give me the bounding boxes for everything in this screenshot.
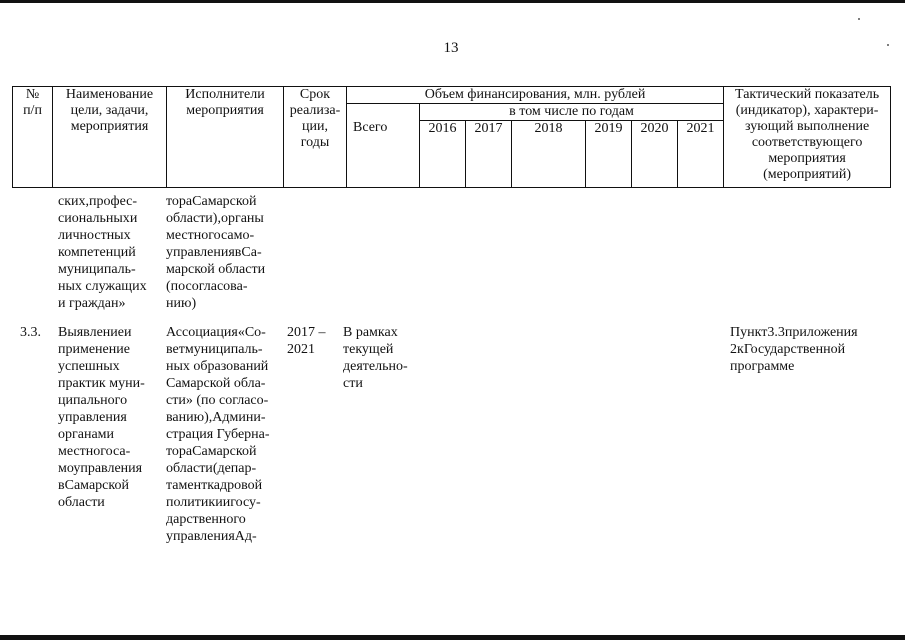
word: управления <box>166 245 235 260</box>
text-line <box>166 460 282 477</box>
text-line <box>166 244 282 261</box>
text-line <box>166 210 282 227</box>
table-header <box>12 86 891 188</box>
header-by-years: в том числе по годам <box>420 104 724 121</box>
text-line <box>730 324 884 341</box>
text-line: 2017 – <box>287 325 326 340</box>
text-line <box>58 193 160 210</box>
word: местного <box>58 444 113 459</box>
header-num-sub: п/п <box>23 103 42 118</box>
word: тора <box>166 194 193 209</box>
text-line <box>58 324 160 341</box>
row-3-3-term <box>287 324 337 358</box>
text-line: ных служащих <box>58 279 147 294</box>
header-name: Наименование цели, задачи, мероприятия <box>53 87 167 188</box>
row-3-3-total <box>343 324 415 392</box>
continuation-name <box>58 193 160 312</box>
word: и <box>222 495 231 510</box>
text-line: страция Губерна- <box>166 427 270 442</box>
word: (по <box>166 279 186 294</box>
text-line: управления <box>58 410 127 425</box>
scan-speck <box>887 44 889 46</box>
text-line <box>166 409 282 426</box>
text-line <box>166 278 282 295</box>
word: вет <box>166 342 185 357</box>
word: согласова- <box>185 279 248 294</box>
text-line: 2021 <box>287 342 315 357</box>
word: тора <box>166 444 193 459</box>
header-num-cell <box>13 87 53 188</box>
word: 2 <box>730 342 737 357</box>
row-3-3-indicator <box>730 324 884 375</box>
word: в <box>234 245 242 260</box>
word: ских, <box>58 194 90 209</box>
top-border-rule <box>0 0 905 3</box>
word: управления <box>166 529 235 544</box>
word: 3.3 <box>767 325 785 340</box>
text-line: органами <box>58 427 115 442</box>
text-line: ципального <box>58 393 128 408</box>
text-line <box>166 443 282 460</box>
text-line: муниципаль- <box>58 262 136 277</box>
header-year-2021: 2021 <box>678 121 724 188</box>
word: местного <box>166 228 221 243</box>
text-line: деятельно- <box>343 359 408 374</box>
text-line <box>58 443 160 460</box>
word: госу- <box>230 495 261 510</box>
word: само- <box>221 228 255 243</box>
word: са- <box>113 444 131 459</box>
word: «Со- <box>237 325 266 340</box>
text-line: практик муни- <box>58 376 145 391</box>
text-line: успешных <box>58 359 120 374</box>
continuation-executors <box>166 193 282 312</box>
header-year-2017: 2017 <box>466 121 512 188</box>
word: Са- <box>241 245 262 260</box>
text-line <box>166 227 282 244</box>
header-year-2018: 2018 <box>512 121 586 188</box>
word: Ассоциация <box>166 325 238 340</box>
text-line: сти» (по согласо- <box>166 393 269 408</box>
header-indicator: Тактический показатель (индикатор), характери-зующий выполнение соответствующего мероприятия (мероприятий) <box>724 87 891 188</box>
word: сиональных <box>58 211 130 226</box>
header-term-line: Срок <box>299 87 331 102</box>
text-line: моуправления <box>58 461 143 476</box>
word: муниципаль- <box>184 342 263 357</box>
row-3-3-num: 3.3. <box>20 325 41 340</box>
word: Самарской <box>192 444 257 459</box>
text-line: программе <box>730 359 795 374</box>
text-line <box>166 324 282 341</box>
text-line <box>166 494 282 511</box>
text-line: текущей <box>343 342 394 357</box>
header-executors: Исполнители мероприятия <box>167 87 284 188</box>
text-line: области <box>58 495 105 510</box>
word: и <box>129 211 138 226</box>
header-year-2019: 2019 <box>586 121 632 188</box>
text-line: Самарской обла- <box>166 376 266 391</box>
text-line: и граждан» <box>58 296 126 311</box>
text-line: применение <box>58 342 130 357</box>
bottom-border-rule <box>0 635 905 640</box>
word: области), <box>166 211 221 226</box>
scan-speck <box>858 18 860 20</box>
row-3-3-executors <box>166 324 282 545</box>
word: Самарской <box>192 194 257 209</box>
word: Ад- <box>234 529 257 544</box>
word: кадровой <box>207 478 263 493</box>
word: (депар- <box>212 461 257 476</box>
word: области <box>166 461 213 476</box>
word: и <box>124 325 132 340</box>
text-line: марской области <box>166 262 266 277</box>
text-line <box>58 210 160 227</box>
word: Админи- <box>212 410 266 425</box>
header-term-line: годы <box>300 135 330 150</box>
word: тамент <box>166 478 208 493</box>
word: ванию), <box>166 410 213 425</box>
word: профес- <box>89 194 138 209</box>
word: органы <box>220 211 264 226</box>
word: Самарской <box>64 478 129 493</box>
text-line: сти <box>343 376 363 391</box>
word: Государственной <box>743 342 846 357</box>
header-funding-title: Объем финансирования, млн. рублей <box>347 87 724 104</box>
word: приложения <box>784 325 858 340</box>
word: в <box>58 478 65 493</box>
word: Пункт <box>730 325 768 340</box>
word: к <box>737 342 744 357</box>
text-line: личностных <box>58 228 131 243</box>
text-line: компетенций <box>58 245 136 260</box>
text-line: дарственного <box>166 512 246 527</box>
text-line: нию) <box>166 296 197 311</box>
text-line <box>166 193 282 210</box>
text-line: ных образований <box>166 359 269 374</box>
word: Выявление <box>58 325 125 340</box>
row-3-3-name <box>58 324 160 511</box>
header-term-line: реализа- <box>289 103 341 118</box>
header-term-line: ции, <box>302 119 328 134</box>
text-line <box>166 477 282 494</box>
text-line <box>730 341 884 358</box>
text-line: В рамках <box>343 325 398 340</box>
page-number: 13 <box>443 40 459 56</box>
header-total: Всего <box>347 104 420 188</box>
header-term-cell <box>284 87 347 188</box>
header-num: № <box>25 87 40 102</box>
text-line <box>58 477 160 494</box>
header-year-2016: 2016 <box>420 121 466 188</box>
text-line <box>166 528 282 545</box>
header-year-2020: 2020 <box>632 121 678 188</box>
word: политики <box>166 495 223 510</box>
text-line <box>166 341 282 358</box>
